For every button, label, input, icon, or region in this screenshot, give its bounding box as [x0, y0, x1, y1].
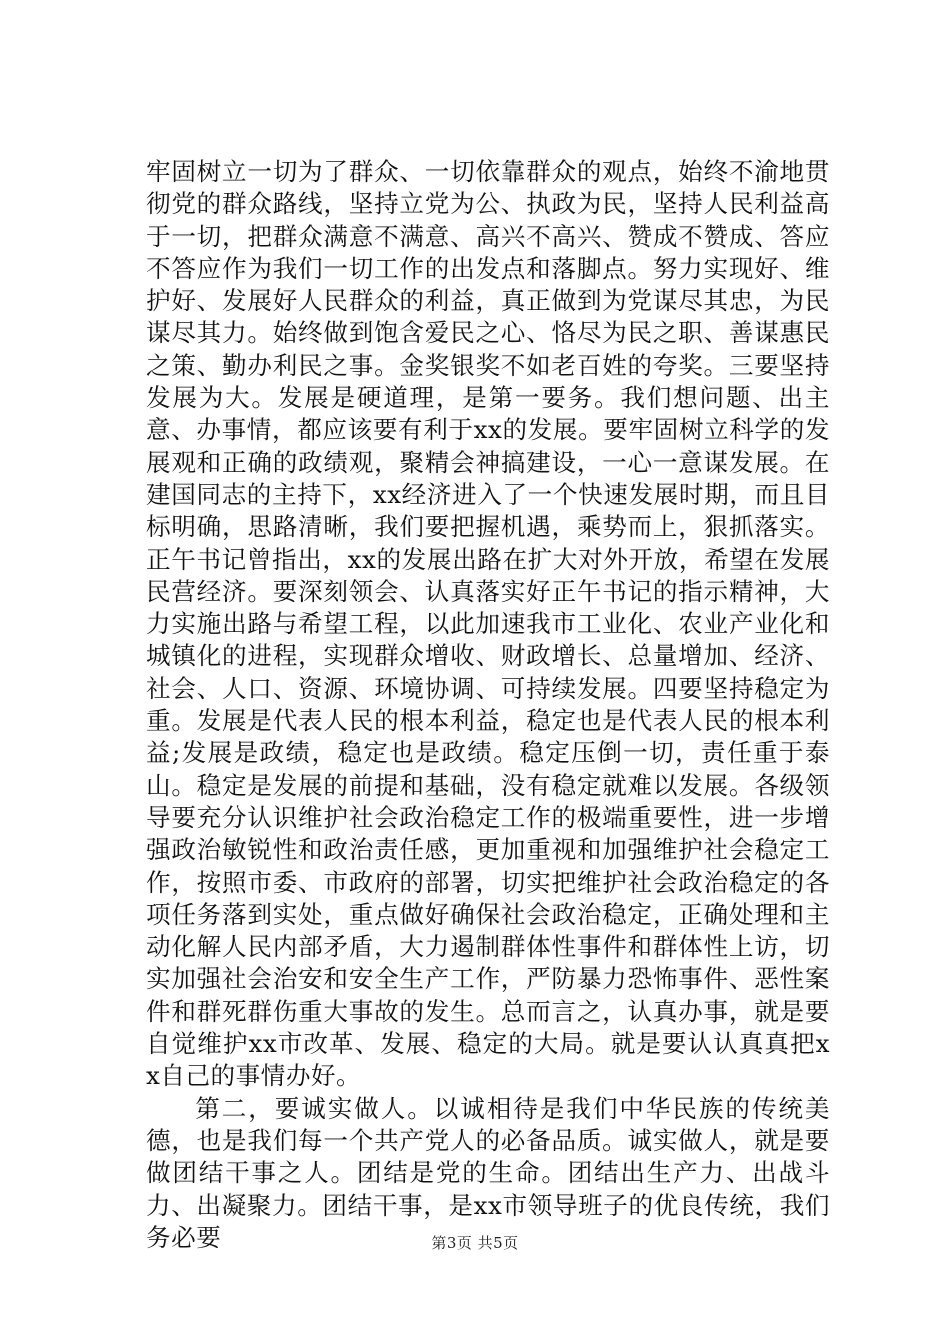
paragraph: 第二，要诚实做人。以诚相待是我们中华民族的传统美德，也是我们每一个共产党人的必备品质。诚实做人，就是要做团结干事之人。团结是党的生命。团结出生产力、出战斗力、出凝聚力。团结干事，是xx市领导班子的优良传统，我们务必要	[146, 1093, 830, 1252]
page-number-footer: 第3页 共5页	[431, 1234, 519, 1252]
paragraph: 牢固树立一切为了群众、一切依靠群众的观点，始终不渝地贯彻党的群众路线，坚持立党为公、执政为民，坚持人民利益高于一切，把群众满意不满意、高兴不高兴、赞成不赞成、答应不答应作为我们一切工作的出发点和落脚点。努力实现好、维护好、发展好人民群众的利益，真正做到为党谋尽其忠，为民谋尽其力。始终做到饱含爱民之心、恪尽为民之职、善谋惠民之策、勤办利民之事。金奖银奖不如老百姓的夸奖。三要坚持发展为大。发展是硬道理，是第一要务。我们想问题、出主意、办事情，都应该要有利于xx的发展。要牢固树立科学的发展观和正确的政绩观，聚精会神搞建设，一心一意谋发展。在建国同志的主持下，xx经济进入了一个快速发展时期，而且目标明确，思路清晰，我们要把握机遇，乘势而上，狠抓落实。正午书记曾指出，xx的发展出路在扩大对外开放，希望在发展民营经济。要深刻领会、认真落实好正午书记的指示精神，大力实施出路与希望工程，以此加速我市工业化、农业产业化和城镇化的进程，实现群众增收、财政增长、总量增加、经济、社会、人口、资源、环境协调、可持续发展。四要坚持稳定为重。发展是代表人民的根本利益，稳定也是代表人民的根本利益;发展是政绩，稳定也是政绩。稳定压倒一切，责任重于泰山。稳定是发展的前提和基础，没有稳定就难以发展。各级领导要充分认识维护社会政治稳定工作的极端重要性，进一步增强政治敏锐性和政治责任感，更加重视和加强维护社会稳定工作，按照市委、市政府的部署，切实把维护社会政治稳定的各项任务落到实处，重点做好确保社会政治稳定，正确处理和主动化解人民内部矛盾，大力遏制群体性事件和群体性上访，切实加强社会治安和安全生产工作，严防暴力恐怖事件、恶性案件和群死群伤重大事故的发生。总而言之，认真办事，就是要自觉维护xx市改革、发展、稳定的大局。就是要认认真真把xx自己的事情办好。	[146, 157, 830, 1091]
document-body	[146, 156, 830, 1254]
